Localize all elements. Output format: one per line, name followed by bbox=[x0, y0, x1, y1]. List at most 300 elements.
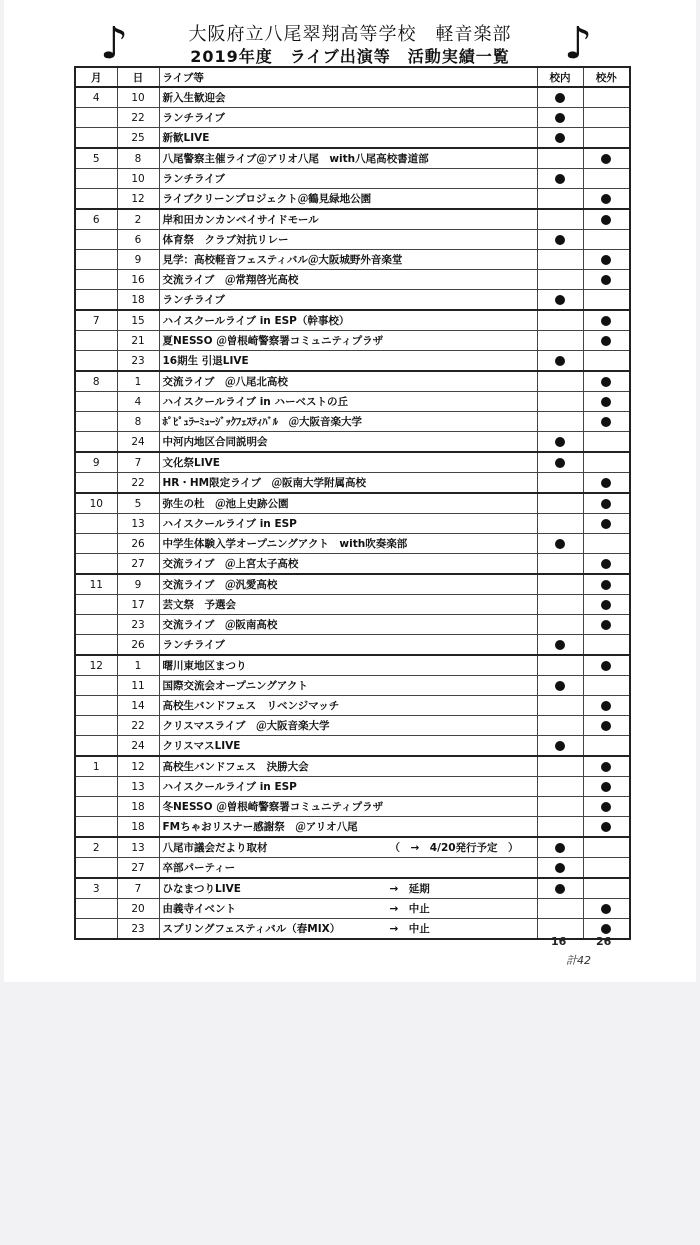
day-cell: 8 bbox=[117, 148, 159, 169]
bullet-icon bbox=[601, 255, 611, 265]
event-cell bbox=[159, 351, 537, 372]
day-cell: 10 bbox=[117, 169, 159, 189]
event-cell bbox=[159, 290, 537, 311]
month-cell bbox=[75, 797, 117, 817]
on-campus-cell bbox=[537, 270, 583, 290]
event-label: 夏NESSO ＠曽根崎警察署コミュニティプラザ bbox=[162, 335, 384, 347]
event-cell bbox=[159, 777, 537, 797]
event-cell bbox=[159, 615, 537, 635]
event-label: ひなまつりLIVE bbox=[162, 883, 241, 895]
day-cell: 12 bbox=[117, 756, 159, 777]
on-campus-cell bbox=[537, 797, 583, 817]
day-cell: 26 bbox=[117, 635, 159, 656]
month-cell bbox=[75, 331, 117, 351]
day-cell: 23 bbox=[117, 615, 159, 635]
bullet-icon bbox=[601, 580, 611, 590]
table-row bbox=[75, 676, 630, 696]
off-campus-cell bbox=[583, 635, 630, 656]
off-campus-cell bbox=[583, 108, 630, 128]
bullet-icon bbox=[601, 478, 611, 488]
month-cell bbox=[75, 899, 117, 919]
bullet-icon bbox=[555, 741, 565, 751]
off-campus-cell bbox=[583, 534, 630, 554]
off-campus-cell bbox=[583, 270, 630, 290]
event-label: 交流ライブ ＠上宮太子高校 bbox=[162, 558, 299, 570]
bullet-icon bbox=[601, 336, 611, 346]
event-label: ハイスクールライブ in ESP（幹事校） bbox=[162, 315, 350, 327]
event-cell bbox=[159, 473, 537, 494]
on-campus-cell bbox=[537, 310, 583, 331]
on-campus-cell bbox=[537, 777, 583, 797]
off-campus-cell bbox=[583, 452, 630, 473]
event-label: 弥生の杜 ＠池上史跡公園 bbox=[162, 498, 289, 510]
month-cell bbox=[75, 615, 117, 635]
bullet-icon bbox=[601, 661, 611, 671]
event-cell bbox=[159, 148, 537, 169]
event-cell bbox=[159, 270, 537, 290]
event-cell bbox=[159, 310, 537, 331]
month-cell: 8 bbox=[75, 371, 117, 392]
event-cell bbox=[159, 595, 537, 615]
event-label: 八尾警察主催ライブ＠アリオ八尾 with八尾高校書道部 bbox=[162, 153, 429, 165]
bullet-icon bbox=[601, 802, 611, 812]
day-cell: 22 bbox=[117, 108, 159, 128]
event-label: 卒部パーティー bbox=[162, 862, 236, 874]
day-cell: 23 bbox=[117, 919, 159, 940]
off-campus-cell bbox=[583, 878, 630, 899]
event-label: 新歓LIVE bbox=[162, 132, 210, 144]
off-campus-cell bbox=[583, 858, 630, 879]
off-campus-cell bbox=[583, 574, 630, 595]
month-cell: 9 bbox=[75, 452, 117, 473]
table-row bbox=[75, 635, 630, 656]
bullet-icon bbox=[601, 721, 611, 731]
total-on-campus: 16 bbox=[551, 935, 567, 948]
on-campus-cell bbox=[537, 635, 583, 656]
table-row bbox=[75, 108, 630, 128]
table-row bbox=[75, 696, 630, 716]
event-label: 中学生体験入学オープニングアクト with吹奏楽部 bbox=[162, 538, 408, 550]
off-campus-cell bbox=[583, 615, 630, 635]
off-campus-cell bbox=[583, 230, 630, 250]
event-cell bbox=[159, 87, 537, 108]
day-cell: 18 bbox=[117, 290, 159, 311]
bullet-icon bbox=[601, 620, 611, 630]
bullet-icon bbox=[601, 904, 611, 914]
event-cell bbox=[159, 676, 537, 696]
month-cell bbox=[75, 514, 117, 534]
on-campus-cell bbox=[537, 837, 583, 858]
table-row bbox=[75, 148, 630, 169]
day-cell: 6 bbox=[117, 230, 159, 250]
table-row bbox=[75, 270, 630, 290]
music-note-icon: ♪ bbox=[100, 18, 129, 69]
on-campus-cell bbox=[537, 817, 583, 838]
event-cell bbox=[159, 412, 537, 432]
month-cell bbox=[75, 635, 117, 656]
day-cell: 1 bbox=[117, 371, 159, 392]
event-cell bbox=[159, 493, 537, 514]
day-cell: 26 bbox=[117, 534, 159, 554]
table-row bbox=[75, 574, 630, 595]
day-cell: 12 bbox=[117, 189, 159, 210]
on-campus-cell bbox=[537, 452, 583, 473]
day-cell: 13 bbox=[117, 514, 159, 534]
day-cell: 24 bbox=[117, 736, 159, 757]
off-campus-cell bbox=[583, 371, 630, 392]
off-campus-cell bbox=[583, 351, 630, 372]
off-campus-cell bbox=[583, 655, 630, 676]
event-label: 由義寺イベント bbox=[162, 903, 236, 915]
table-row bbox=[75, 452, 630, 473]
table-row bbox=[75, 209, 630, 230]
month-cell bbox=[75, 534, 117, 554]
table-row bbox=[75, 290, 630, 311]
day-cell: 10 bbox=[117, 87, 159, 108]
on-campus-cell bbox=[537, 392, 583, 412]
bullet-icon bbox=[555, 113, 565, 123]
off-campus-cell bbox=[583, 837, 630, 858]
off-campus-cell bbox=[583, 412, 630, 432]
event-label: 曙川東地区まつり bbox=[162, 660, 247, 672]
table-row bbox=[75, 756, 630, 777]
on-campus-cell bbox=[537, 676, 583, 696]
bullet-icon bbox=[601, 782, 611, 792]
table-row bbox=[75, 87, 630, 108]
day-cell: 7 bbox=[117, 452, 159, 473]
on-campus-cell bbox=[537, 655, 583, 676]
event-label: 岸和田カンカンベイサイドモール bbox=[162, 214, 319, 226]
event-cell bbox=[159, 837, 537, 858]
on-campus-cell bbox=[537, 209, 583, 230]
event-label: 中河内地区合同説明会 bbox=[162, 436, 268, 448]
day-cell: 5 bbox=[117, 493, 159, 514]
month-cell: 2 bbox=[75, 837, 117, 858]
table-row bbox=[75, 615, 630, 635]
bullet-icon bbox=[601, 316, 611, 326]
event-cell bbox=[159, 169, 537, 189]
day-cell: 18 bbox=[117, 817, 159, 838]
table-row bbox=[75, 817, 630, 838]
off-campus-cell bbox=[583, 554, 630, 575]
event-status-note: → 中止 bbox=[389, 903, 430, 915]
bullet-icon bbox=[555, 640, 565, 650]
table-row bbox=[75, 189, 630, 210]
off-campus-cell bbox=[583, 595, 630, 615]
month-cell bbox=[75, 432, 117, 453]
column-header-off-campus: 校外 bbox=[583, 67, 630, 87]
event-cell bbox=[159, 554, 537, 575]
month-cell bbox=[75, 250, 117, 270]
bullet-icon bbox=[555, 681, 565, 691]
day-cell: 17 bbox=[117, 595, 159, 615]
table-row bbox=[75, 493, 630, 514]
month-cell bbox=[75, 919, 117, 940]
bullet-icon bbox=[555, 884, 565, 894]
off-campus-cell bbox=[583, 797, 630, 817]
day-cell: 11 bbox=[117, 676, 159, 696]
event-label: 八尾市議会だより取材 bbox=[162, 842, 268, 854]
on-campus-cell bbox=[537, 574, 583, 595]
table-row bbox=[75, 392, 630, 412]
off-campus-cell bbox=[583, 148, 630, 169]
event-status-note: → 中止 bbox=[389, 923, 430, 935]
off-campus-cell bbox=[583, 169, 630, 189]
on-campus-cell bbox=[537, 878, 583, 899]
column-header-month: 月 bbox=[75, 67, 117, 87]
day-cell: 15 bbox=[117, 310, 159, 331]
off-campus-cell bbox=[583, 392, 630, 412]
on-campus-cell bbox=[537, 290, 583, 311]
off-campus-cell bbox=[583, 736, 630, 757]
table-row bbox=[75, 128, 630, 149]
event-status-note: → 延期 bbox=[389, 883, 430, 895]
off-campus-cell bbox=[583, 209, 630, 230]
month-cell: 12 bbox=[75, 655, 117, 676]
event-cell bbox=[159, 371, 537, 392]
month-cell bbox=[75, 392, 117, 412]
event-label: 16期生 引退LIVE bbox=[162, 355, 249, 367]
event-cell bbox=[159, 655, 537, 676]
event-label: FMちゃおリスナー感謝祭 ＠アリオ八尾 bbox=[162, 821, 358, 833]
on-campus-cell bbox=[537, 899, 583, 919]
event-cell bbox=[159, 452, 537, 473]
bullet-icon bbox=[555, 133, 565, 143]
day-cell: 22 bbox=[117, 716, 159, 736]
month-cell bbox=[75, 858, 117, 879]
off-campus-cell bbox=[583, 514, 630, 534]
bullet-icon bbox=[601, 762, 611, 772]
month-cell bbox=[75, 696, 117, 716]
bullet-icon bbox=[601, 559, 611, 569]
event-label: 体育祭 クラブ対抗リレー bbox=[162, 234, 289, 246]
event-label: 見学：高校軽音フェスティバル＠大阪城野外音楽堂 bbox=[162, 254, 403, 266]
on-campus-cell bbox=[537, 696, 583, 716]
event-label: 交流ライブ ＠常翔啓光高校 bbox=[162, 274, 299, 286]
event-cell bbox=[159, 716, 537, 736]
on-campus-cell bbox=[537, 331, 583, 351]
grand-total: 計42 bbox=[566, 954, 591, 967]
bullet-icon bbox=[555, 356, 565, 366]
event-cell bbox=[159, 189, 537, 210]
bullet-icon bbox=[555, 843, 565, 853]
column-header-on-campus: 校内 bbox=[537, 67, 583, 87]
on-campus-cell bbox=[537, 736, 583, 757]
month-cell bbox=[75, 108, 117, 128]
month-cell bbox=[75, 270, 117, 290]
event-label: スプリングフェスティバル（春MIX） bbox=[162, 923, 341, 935]
event-cell bbox=[159, 331, 537, 351]
bullet-icon bbox=[601, 519, 611, 529]
table-row bbox=[75, 351, 630, 372]
month-cell: 3 bbox=[75, 878, 117, 899]
bullet-icon bbox=[555, 93, 565, 103]
off-campus-cell bbox=[583, 432, 630, 453]
month-cell bbox=[75, 230, 117, 250]
on-campus-cell bbox=[537, 756, 583, 777]
event-label: ランチライブ bbox=[162, 294, 225, 306]
on-campus-cell bbox=[537, 169, 583, 189]
bullet-icon bbox=[555, 174, 565, 184]
document-page bbox=[4, 0, 696, 982]
bullet-icon bbox=[601, 377, 611, 387]
event-label: ハイスクールライブ in ESP bbox=[162, 781, 297, 793]
day-cell: 20 bbox=[117, 899, 159, 919]
off-campus-cell bbox=[583, 716, 630, 736]
event-label: ﾎﾟﾋﾟｭﾗｰﾐｭｰｼﾞｯｸﾌｪｽﾃｨﾊﾞﾙ ＠大阪音楽大学 bbox=[162, 416, 362, 428]
month-cell: 4 bbox=[75, 87, 117, 108]
event-status-note: （ → 4/20発行予定 ） bbox=[389, 842, 519, 854]
event-label: 冬NESSO ＠曽根崎警察署コミュニティプラザ bbox=[162, 801, 384, 813]
bullet-icon bbox=[601, 701, 611, 711]
off-campus-cell bbox=[583, 290, 630, 311]
bullet-icon bbox=[601, 194, 611, 204]
table-row bbox=[75, 655, 630, 676]
off-campus-cell bbox=[583, 128, 630, 149]
on-campus-cell bbox=[537, 554, 583, 575]
day-cell: 27 bbox=[117, 554, 159, 575]
bullet-icon bbox=[601, 417, 611, 427]
activity-table bbox=[74, 66, 631, 940]
event-cell bbox=[159, 797, 537, 817]
school-name: 大阪府立八尾翠翔高等学校 軽音楽部 bbox=[188, 24, 512, 45]
month-cell bbox=[75, 189, 117, 210]
day-cell: 2 bbox=[117, 209, 159, 230]
on-campus-cell bbox=[537, 534, 583, 554]
table-row bbox=[75, 858, 630, 879]
off-campus-cell bbox=[583, 899, 630, 919]
event-cell bbox=[159, 919, 537, 940]
month-cell bbox=[75, 351, 117, 372]
on-campus-cell bbox=[537, 595, 583, 615]
table-row bbox=[75, 169, 630, 189]
on-campus-cell bbox=[537, 858, 583, 879]
table-row bbox=[75, 514, 630, 534]
event-label: ハイスクールライブ in ハーベストの丘 bbox=[162, 396, 348, 408]
table-row bbox=[75, 412, 630, 432]
bullet-icon bbox=[601, 154, 611, 164]
month-cell bbox=[75, 817, 117, 838]
bullet-icon bbox=[555, 863, 565, 873]
on-campus-cell bbox=[537, 412, 583, 432]
total-off-campus: 26 bbox=[596, 935, 612, 948]
month-cell bbox=[75, 676, 117, 696]
bullet-icon bbox=[601, 600, 611, 610]
event-label: HR・HM限定ライブ ＠阪南大学附属高校 bbox=[162, 477, 366, 489]
event-label: 芸文祭 予選会 bbox=[162, 599, 236, 611]
event-label: クリスマスライブ ＠大阪音楽大学 bbox=[162, 720, 330, 732]
off-campus-cell bbox=[583, 676, 630, 696]
document-title: 2019年度 ライブ出演等 活動実績一覧 bbox=[190, 47, 510, 66]
on-campus-cell bbox=[537, 473, 583, 494]
event-label: ライブクリーンプロジェクト＠鶴見緑地公園 bbox=[162, 193, 372, 205]
event-label: 文化祭LIVE bbox=[162, 457, 220, 469]
month-cell bbox=[75, 716, 117, 736]
event-cell bbox=[159, 736, 537, 757]
table-row bbox=[75, 331, 630, 351]
bullet-icon bbox=[601, 397, 611, 407]
month-cell bbox=[75, 736, 117, 757]
off-campus-cell bbox=[583, 817, 630, 838]
month-cell: 5 bbox=[75, 148, 117, 169]
event-label: クリスマスLIVE bbox=[162, 740, 241, 752]
column-header-event: ライブ等 bbox=[159, 67, 537, 87]
table-row bbox=[75, 534, 630, 554]
bullet-icon bbox=[601, 275, 611, 285]
on-campus-cell bbox=[537, 250, 583, 270]
bullet-icon bbox=[601, 499, 611, 509]
month-cell: 1 bbox=[75, 756, 117, 777]
bullet-icon bbox=[555, 295, 565, 305]
on-campus-cell bbox=[537, 230, 583, 250]
table-header-row bbox=[75, 67, 630, 87]
on-campus-cell bbox=[537, 108, 583, 128]
on-campus-cell bbox=[537, 189, 583, 210]
table-row bbox=[75, 230, 630, 250]
event-label: 新入生歓迎会 bbox=[162, 92, 226, 104]
day-cell: 9 bbox=[117, 574, 159, 595]
event-cell bbox=[159, 756, 537, 777]
day-cell: 13 bbox=[117, 777, 159, 797]
table-body bbox=[75, 87, 630, 939]
event-label: ランチライブ bbox=[162, 112, 225, 124]
on-campus-cell bbox=[537, 432, 583, 453]
table-row bbox=[75, 777, 630, 797]
off-campus-cell bbox=[583, 331, 630, 351]
event-label: ランチライブ bbox=[162, 639, 225, 651]
table-row bbox=[75, 310, 630, 331]
table-row bbox=[75, 878, 630, 899]
day-cell: 14 bbox=[117, 696, 159, 716]
on-campus-cell bbox=[537, 371, 583, 392]
on-campus-cell bbox=[537, 87, 583, 108]
on-campus-cell bbox=[537, 493, 583, 514]
month-cell bbox=[75, 473, 117, 494]
day-cell: 9 bbox=[117, 250, 159, 270]
on-campus-cell bbox=[537, 615, 583, 635]
event-label: ランチライブ bbox=[162, 173, 225, 185]
off-campus-cell bbox=[583, 310, 630, 331]
month-cell bbox=[75, 777, 117, 797]
event-cell bbox=[159, 392, 537, 412]
event-cell bbox=[159, 635, 537, 656]
event-label: ハイスクールライブ in ESP bbox=[162, 518, 297, 530]
event-cell bbox=[159, 128, 537, 149]
bullet-icon bbox=[601, 924, 611, 934]
event-label: 交流ライブ ＠八尾北高校 bbox=[162, 376, 288, 388]
column-header-day: 日 bbox=[117, 67, 159, 87]
table-row bbox=[75, 899, 630, 919]
event-cell bbox=[159, 899, 537, 919]
day-cell: 1 bbox=[117, 655, 159, 676]
off-campus-cell bbox=[583, 777, 630, 797]
table-row bbox=[75, 736, 630, 757]
day-cell: 21 bbox=[117, 331, 159, 351]
month-cell bbox=[75, 290, 117, 311]
table-row bbox=[75, 716, 630, 736]
month-cell: 7 bbox=[75, 310, 117, 331]
off-campus-cell bbox=[583, 756, 630, 777]
off-campus-cell bbox=[583, 189, 630, 210]
month-cell bbox=[75, 554, 117, 575]
day-cell: 7 bbox=[117, 878, 159, 899]
day-cell: 24 bbox=[117, 432, 159, 453]
day-cell: 22 bbox=[117, 473, 159, 494]
month-cell bbox=[75, 169, 117, 189]
off-campus-cell bbox=[583, 250, 630, 270]
table-row bbox=[75, 371, 630, 392]
bullet-icon bbox=[555, 539, 565, 549]
